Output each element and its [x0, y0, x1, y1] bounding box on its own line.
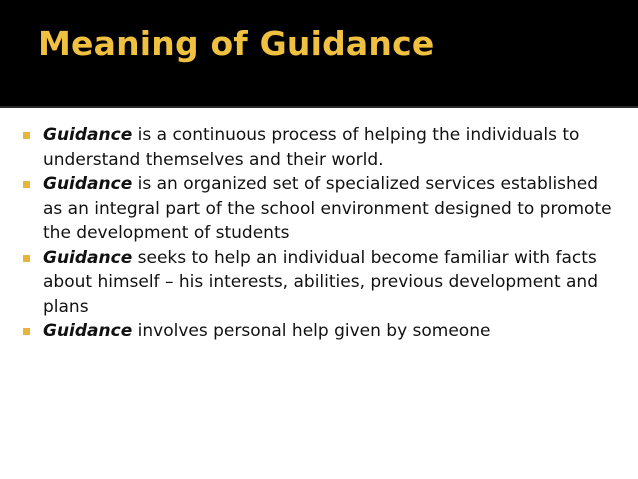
bullet-item: [22, 172, 622, 246]
bullet-text: seeks to help an individual become familiar with facts about himself – his interests, abilities, previous development and plans: [43, 247, 598, 317]
bullet-item: [22, 246, 622, 320]
bullet-term: Guidance: [43, 125, 133, 145]
bullet-text: involves personal help given by someone: [132, 321, 491, 341]
bullet-text: is an organized set of specialized services established as an integral part of the school environment designed to promote the development of students: [43, 174, 612, 243]
bullet-list: [22, 123, 622, 344]
bullet-term: Guidance: [43, 174, 133, 194]
square-bullet-icon: [23, 132, 30, 139]
bullet-item: [22, 123, 622, 172]
bullet-term: Guidance: [43, 247, 133, 268]
square-bullet-icon: [23, 328, 30, 335]
bullet-item: [22, 319, 622, 344]
square-bullet-icon: [23, 255, 30, 262]
square-bullet-icon: [23, 181, 30, 188]
slide-title: Meaning of Guidance: [38, 24, 435, 63]
bullet-term: Guidance: [43, 321, 133, 341]
bullet-text: is a continuous process of helping the individuals to understand themselves and their world.: [43, 125, 580, 170]
content-area: [0, 108, 638, 479]
title-band: [0, 0, 638, 108]
